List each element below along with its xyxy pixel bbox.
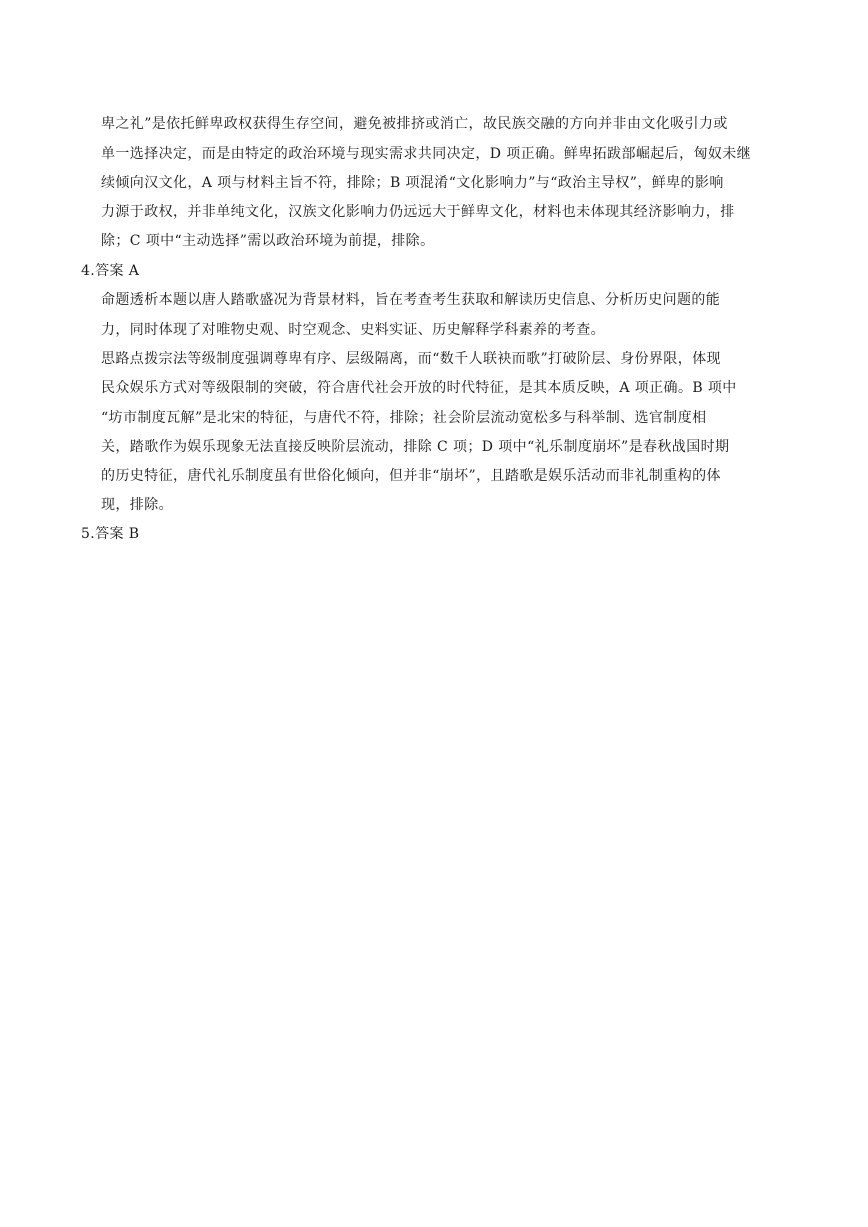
text-line: 民众娱乐方式对等级限制的突破，符合唐代社会开放的时代特征，是其本质反映，A 项正确。B 项中	[101, 380, 737, 396]
text-line: 除；C 项中“主动选择”需以政治环境为前提，排除。	[101, 233, 435, 249]
text-line: 现，排除。	[101, 497, 173, 513]
text-line: 力，同时体现了对唯物史观、时空观念、史料实证、历史解释学科素养的考查。	[101, 322, 605, 338]
text-line: 力源于政权，并非单纯文化，汉族文化影响力仍远远大于鲜卑文化，材料也未体现其经济影响力，排	[101, 204, 735, 220]
text-line: “坊市制度瓦解”是北宋的特征，与唐代不符，排除；社会阶层流动宽松多与科举制、选官制度相	[101, 410, 707, 426]
text-line: 命题透析本题以唐人踏歌盛况为背景材料，旨在考查考生获取和解读历史信息、分析历史问题的能	[101, 292, 721, 308]
answer-5-label: 5.答案 B	[81, 526, 140, 542]
text-line: 关，踏歌作为娱乐现象无法直接反映阶层流动，排除 C 项；D 项中“礼乐制度崩坏”是春秋战国时期	[101, 439, 730, 455]
text-line: 卑之礼”是依托鲜卑政权获得生存空间，避免被排挤或消亡，故民族交融的方向并非由文化吸引力或	[101, 116, 728, 132]
text-line: 思路点拨宗法等级制度强调尊卑有序、层级隔离，而“数千人联袂而歌”打破阶层、身份界限，体现	[101, 351, 721, 367]
text-line: 的历史特征，唐代礼乐制度虽有世俗化倾向，但并非“崩坏”，且踏歌是娱乐活动而非礼制重构的体	[101, 468, 721, 484]
text-line: 单一选择决定，而是由特定的政治环境与现实需求共同决定，D 项正确。鲜卑拓跋部崛起后，匈奴未继	[101, 146, 752, 162]
answer-4-label: 4.答案 A	[81, 263, 140, 279]
text-line: 续倾向汉文化，A 项与材料主旨不符，排除；B 项混淆“文化影响力”与“政治主导权”，鲜卑的影响	[101, 175, 724, 191]
